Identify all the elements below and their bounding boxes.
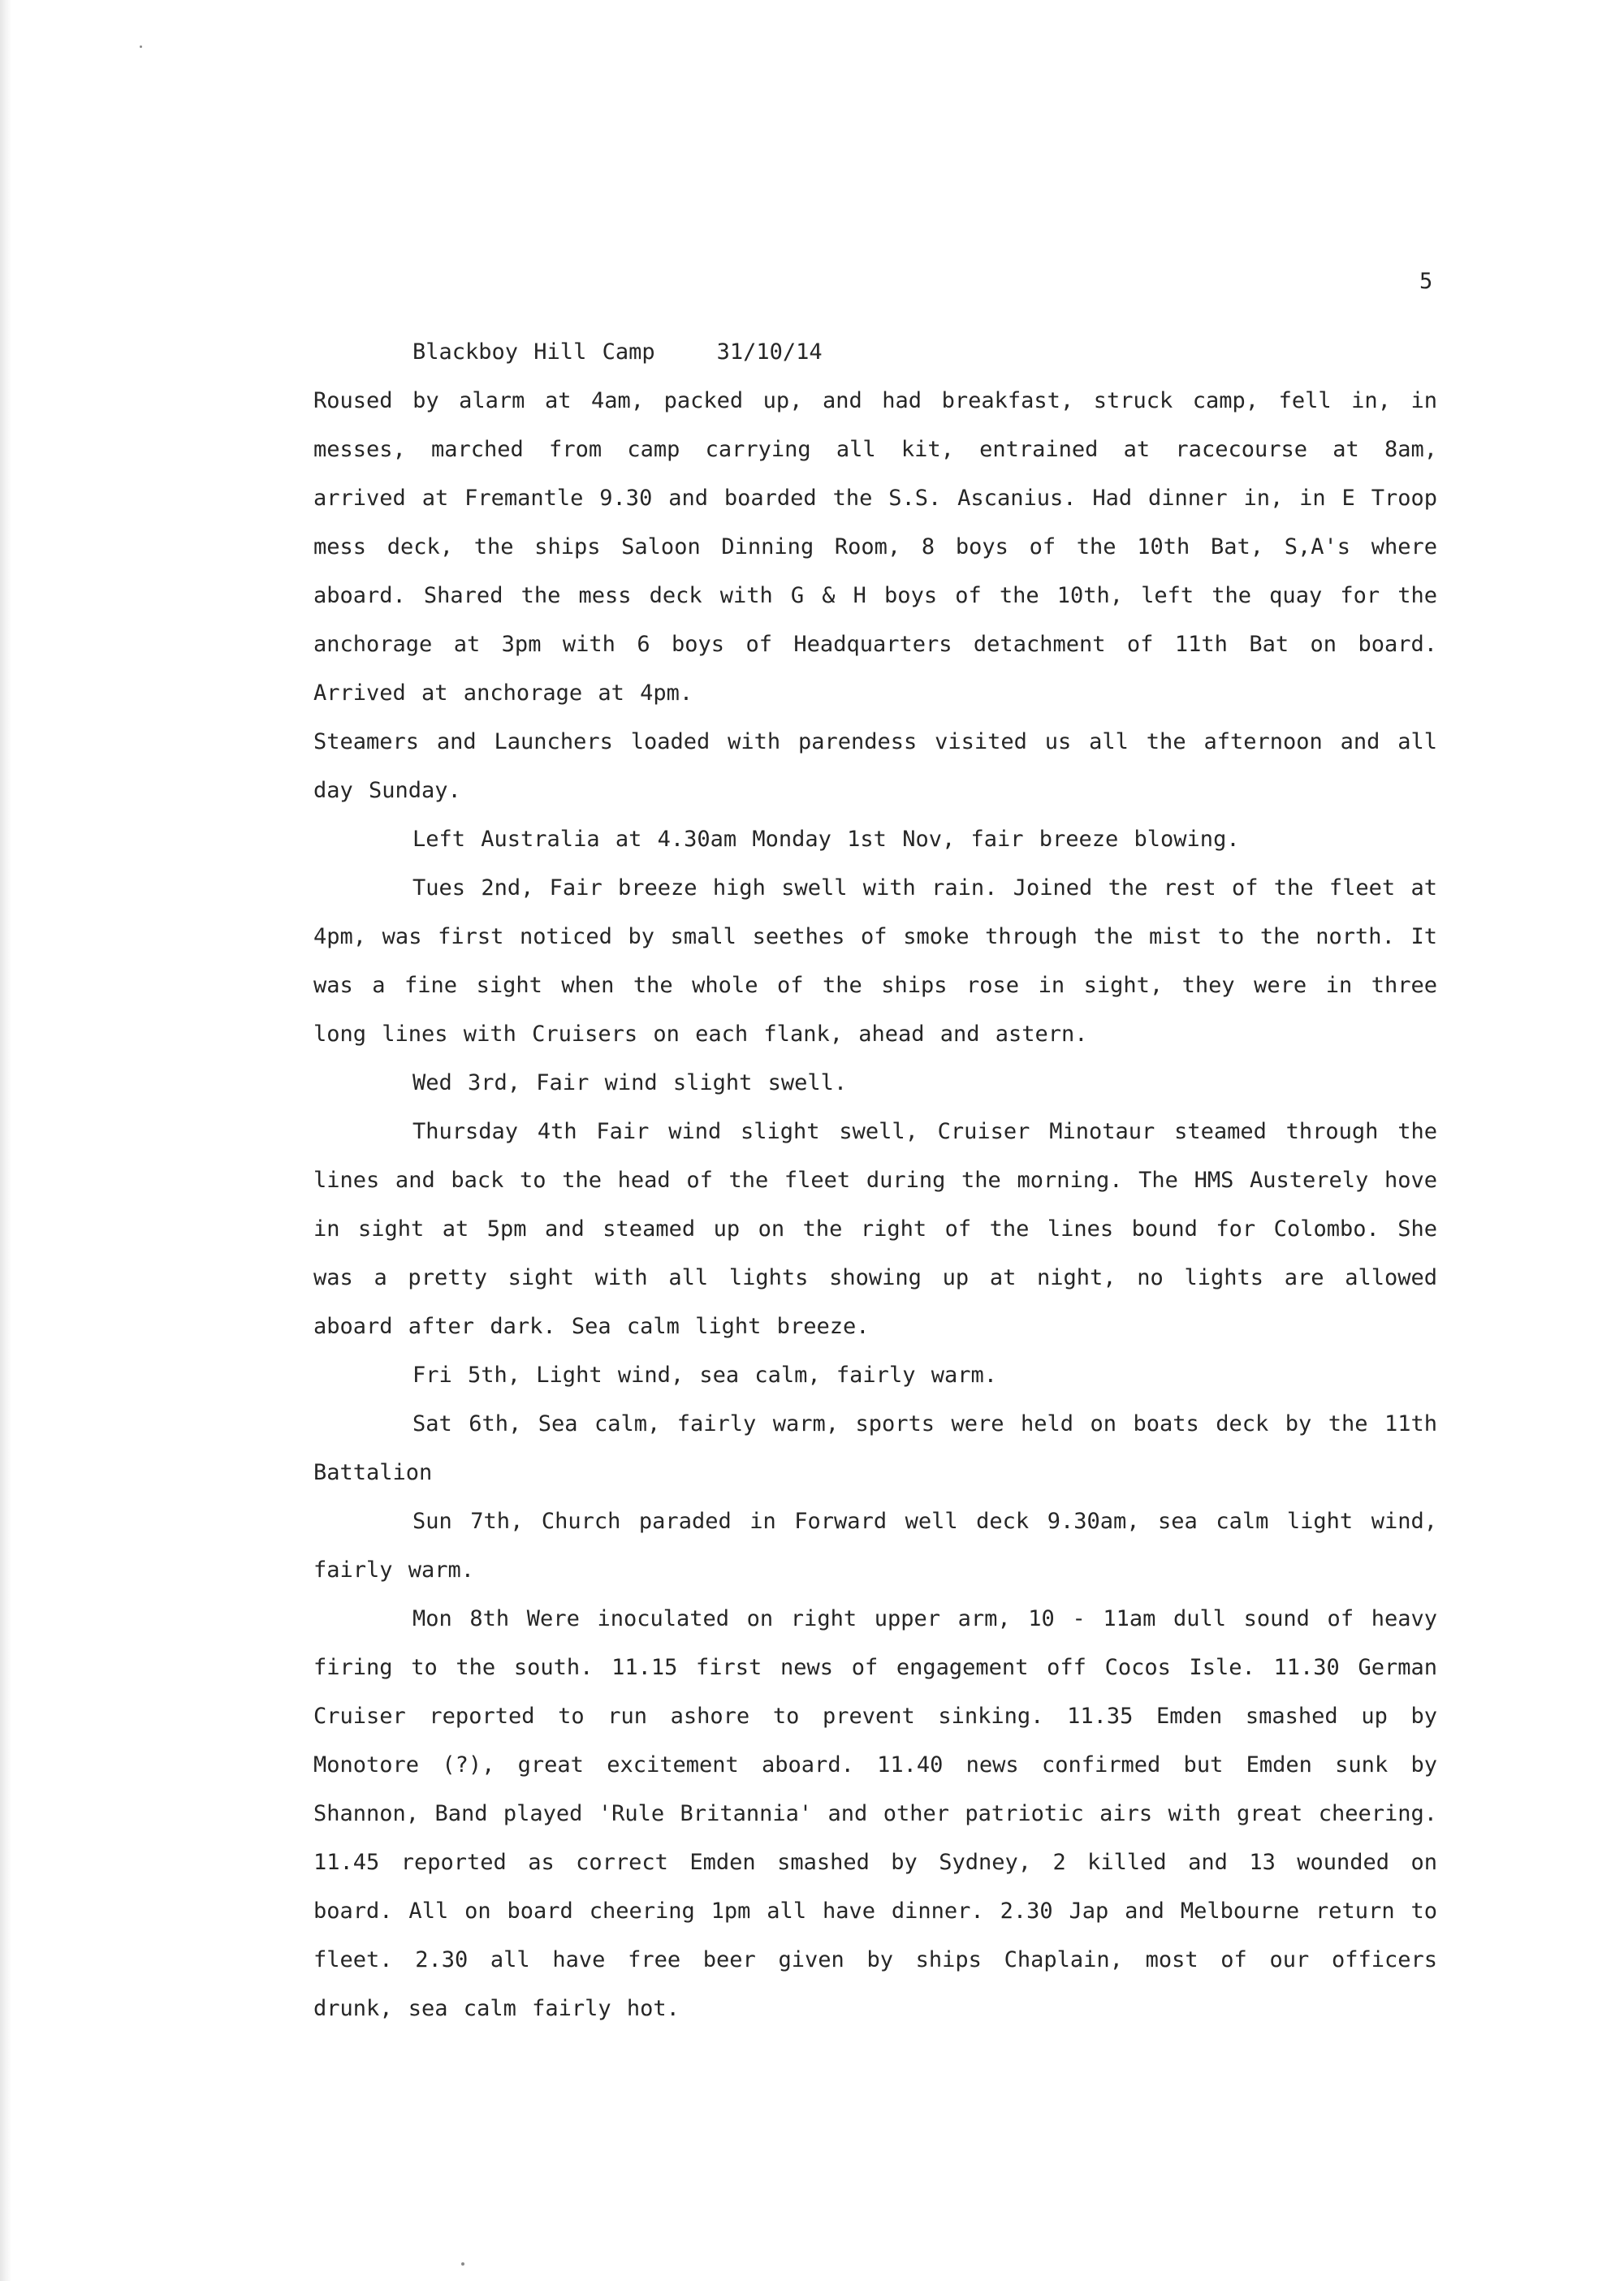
page-edge-shadow <box>0 0 11 2281</box>
paragraph: Steamers and Launchers loaded with parendess visited us all the afternoon and all day Sunday. <box>313 729 1437 803</box>
paragraph: Left Australia at 4.30am Monday 1st Nov, fair breeze blowing. <box>412 827 1240 852</box>
paragraph: Sat 6th, Sea calm, fairly warm, sports were held on boats deck by the 11th Battalion <box>313 1411 1437 1485</box>
dust-speck <box>140 45 142 48</box>
diary-text <box>313 328 1437 2033</box>
paragraph: Tues 2nd, Fair breeze high swell with rain. Joined the rest of the fleet at 4pm, was first noticed by small seethes of smoke through the mist to the north. It was a fine sight when the whole of the ships rose in sight, they were in three long lines with Cruisers on each flank, ahead and astern. <box>313 875 1437 1047</box>
paragraph: Sun 7th, Church paraded in Forward well deck 9.30am, sea calm light wind, fairly warm. <box>313 1509 1437 1583</box>
entry-place: Blackboy Hill Camp <box>412 339 655 365</box>
page-number: 5 <box>1419 269 1433 294</box>
paragraph: Wed 3rd, Fair wind slight swell. <box>412 1070 848 1095</box>
entry-heading <box>313 328 1437 377</box>
dust-speck <box>461 2262 464 2266</box>
paragraph: Fri 5th, Light wind, sea calm, fairly warm. <box>412 1363 997 1388</box>
entry-date: 31/10/14 <box>716 339 823 365</box>
paragraph: Thursday 4th Fair wind slight swell, Cruiser Minotaur steamed through the lines and back to the head of the fleet during the morning. The HMS Austerely hove in sight at 5pm and steamed up on the right of the lines bound for Colombo. She was a pretty sight with all lights showing up at night, no lights are allowed aboard after dark. Sea calm light breeze. <box>313 1119 1437 1339</box>
paragraph: Roused by alarm at 4am, packed up, and had breakfast, struck camp, fell in, in messes, marched from camp carrying all kit, entrained at racecourse at 8am, arrived at Fremantle 9.30 and boarded the S.S. Ascanius. Had dinner in, in E Troop mess deck, the ships Saloon Dinning Room, 8 boys of the 10th Bat, S,A's where aboard. Shared the mess deck with G & H boys of the 10th, left the quay for the anchorage at 3pm with 6 boys of Headquarters detachment of 11th Bat on board. Arrived at anchorage at 4pm. <box>313 388 1437 706</box>
paragraph: Mon 8th Were inoculated on right upper arm, 10 - 11am dull sound of heavy firing to the south. 11.15 first news of engagement off Cocos Isle. 11.30 German Cruiser reported to run ashore to prevent sinking. 11.35 Emden smashed up by Monotore (?), great excitement aboard. 11.40 news confirmed but Emden sunk by Shannon, Band played 'Rule Britannia' and other patriotic airs with great cheering. 11.45 reported as correct Emden smashed by Sydney, 2 killed and 13 wounded on board. All on board cheering 1pm all have dinner. 2.30 Jap and Melbourne return to fleet. 2.30 all have free beer given by ships Chaplain, most of our officers drunk, sea calm fairly hot. <box>313 1606 1437 2021</box>
